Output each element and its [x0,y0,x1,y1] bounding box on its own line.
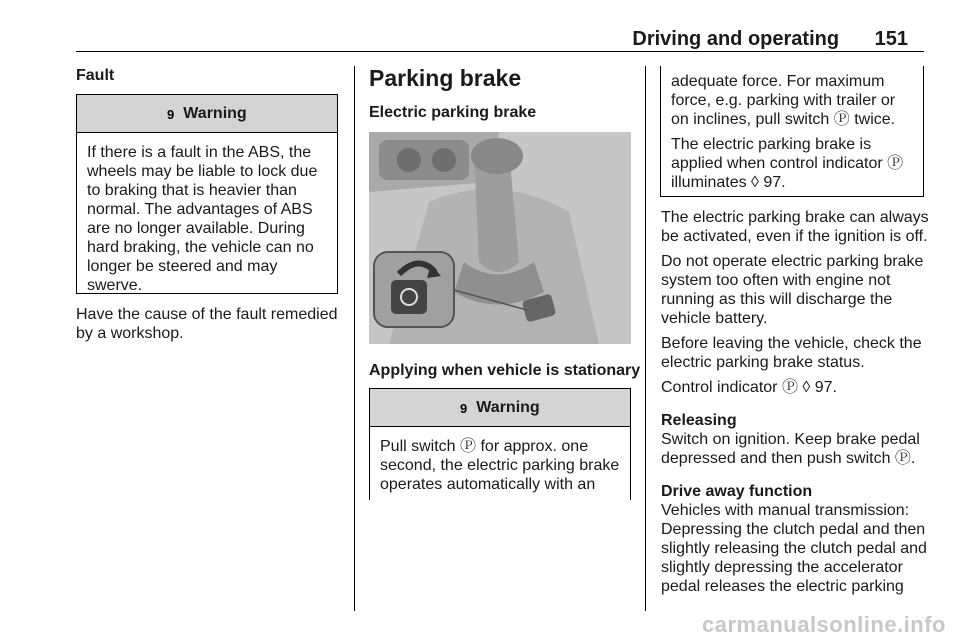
warning-title: Warning [183,104,247,122]
warning-title: Warning [476,398,540,416]
warning-header [77,95,337,133]
warning-text-indicator: The electric parking brake is applied when control indicator Ⓟ illuminates ◊ 97. [671,136,904,191]
warning-text: Pull switch Ⓟ for approx. one second, the electric parking brake operates automatically with an [380,438,620,493]
remedy-text: Have the cause of the fault remedied by a workshop. [76,306,338,342]
body-text-column-3 [661,208,931,596]
drive-away-heading: Drive away function [661,483,813,500]
page-number: 151 [874,28,908,50]
warning-text: If there is a fault in the ABS, the wheels may be liable to lock due to braking that is heavier than normal. The advantages of ABS are no longer available. During hard braking, the vehicle can no longer be steered and may swerve. [87,144,318,294]
continued-warning-box [660,66,924,197]
column-divider-1 [354,66,355,611]
applying-heading: Applying when vehicle is stationary [369,362,641,379]
drive-away-text: Vehicles with manual transmission: Depressing the clutch pedal and then slightly releasing the clutch pedal and slightly depressing the accelerator pedal releases the electric parking [661,502,927,595]
svg-text:9: 9 [167,106,175,121]
header-divider [76,51,924,52]
gear-shift-illustration [369,132,631,344]
page-header [602,28,908,51]
warning-triangle-icon [167,107,179,121]
electric-parking-brake-subheading: Electric parking brake [369,104,537,121]
fault-heading: Fault [76,67,115,84]
warning-triangle-icon [460,401,472,415]
applying-warning-box [369,388,631,500]
releasing-heading: Releasing [661,412,737,429]
paragraph-control-indicator: Control indicator Ⓟ ◊ 97. [661,379,837,396]
parking-brake-heading: Parking brake [369,65,522,91]
warning-text-continued: adequate force. For maximum force, e.g. parking with trailer or on inclines, pull switch Ⓟ twice. [671,73,896,128]
releasing-text: Switch on ignition. Keep brake pedal depressed and then push switch Ⓟ. [661,431,920,467]
column-divider-2 [645,66,646,611]
abs-warning-box [76,94,338,294]
paragraph-battery: Do not operate electric parking brake system too often with engine not running as this will discharge the vehicle battery. [661,253,924,327]
paragraph-before-leaving: Before leaving the vehicle, check the electric parking brake status. [661,335,922,371]
parking-brake-photo [369,132,631,344]
svg-text:9: 9 [460,400,468,415]
warning-header [370,389,630,427]
paragraph-always-activated: The electric parking brake can always be activated, even if the ignition is off. [661,209,929,245]
watermark: carmanualsonline.info [702,612,946,637]
header-title: Driving and operating [632,28,840,50]
